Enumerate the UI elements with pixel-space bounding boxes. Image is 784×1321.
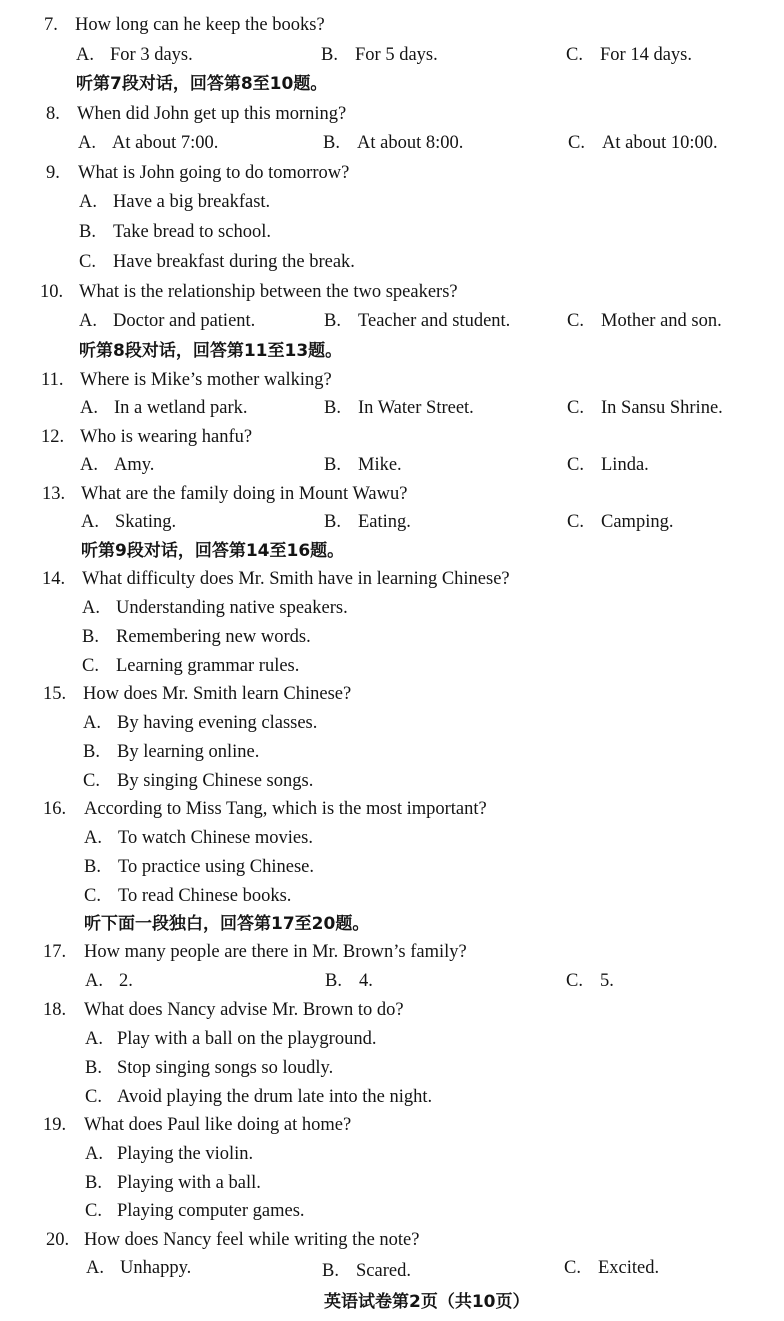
option-a: A. Playing the violin. — [85, 1144, 254, 1164]
option-a: A. Doctor and patient. — [79, 311, 256, 331]
question-number: 11. — [41, 370, 64, 390]
option-b: B. Mike. — [324, 455, 402, 475]
option-c: C. Mother and son. — [567, 311, 722, 331]
option-a: A. Skating. — [81, 512, 177, 532]
question-number: 12. — [41, 427, 65, 447]
question-text: What is John going to do tomorrow? — [78, 163, 350, 183]
option-b: B. Stop singing songs so loudly. — [85, 1058, 334, 1078]
question-text: What difficulty does Mr. Smith have in learning Chinese? — [82, 569, 510, 589]
options-13 — [81, 510, 781, 536]
option-c: C. 5. — [566, 971, 614, 991]
question-text: Who is wearing hanfu? — [80, 427, 253, 447]
option-b: B. At about 8:00. — [323, 133, 464, 153]
question-text: What are the family doing in Mount Wawu? — [81, 484, 408, 504]
option-b: B. Playing with a ball. — [85, 1173, 261, 1193]
option-c: C. By singing Chinese songs. — [83, 771, 314, 791]
option-c: C. At about 10:00. — [568, 133, 718, 153]
question-number: 13. — [42, 484, 66, 504]
question-number: 16. — [43, 799, 67, 819]
question-text: How does Mr. Smith learn Chinese? — [83, 684, 352, 704]
options-7 — [76, 43, 776, 69]
option-c: C. Camping. — [567, 512, 674, 532]
options-20 — [86, 1256, 776, 1282]
section-heading: 听下面一段独白，回答第17至20题。 — [84, 914, 370, 934]
option-b: B. Take bread to school. — [79, 222, 271, 242]
option-c: C. Excited. — [564, 1258, 660, 1278]
option-c: C. Linda. — [567, 455, 649, 475]
question-number: 8. — [46, 104, 60, 124]
option-b: B. Scared. — [322, 1261, 411, 1281]
section-heading: 听第7段对话，回答第8至10题。 — [76, 74, 328, 94]
option-a: A. Have a big breakfast. — [79, 192, 271, 212]
options-12 — [80, 453, 780, 479]
option-b: B. By learning online. — [83, 742, 260, 762]
option-c: C. Playing computer games. — [85, 1201, 305, 1221]
question-text: How many people are there in Mr. Brown’s family? — [84, 942, 467, 962]
option-a: A. Amy. — [80, 455, 155, 475]
page-footer: 英语试卷第2页（共10页） — [324, 1292, 530, 1312]
question-number: 18. — [43, 1000, 67, 1020]
question-text: Where is Mike’s mother walking? — [80, 370, 332, 390]
option-a: A. Understanding native speakers. — [82, 598, 348, 618]
question-text: What is the relationship between the two speakers? — [79, 282, 458, 302]
section-heading: 听第8段对话，回答第11至13题。 — [79, 341, 343, 361]
option-c: C. Avoid playing the drum late into the night. — [85, 1087, 433, 1107]
option-b: B. To practice using Chinese. — [84, 857, 314, 877]
options-10 — [79, 309, 779, 335]
option-b: B. Remembering new words. — [82, 627, 311, 647]
option-b: B. In Water Street. — [324, 398, 474, 418]
option-a: A. By having evening classes. — [83, 713, 318, 733]
section-heading: 听第9段对话，回答第14至16题。 — [81, 541, 345, 561]
question-text: What does Nancy advise Mr. Brown to do? — [84, 1000, 404, 1020]
option-a: A. Unhappy. — [86, 1258, 192, 1278]
options-17 — [85, 969, 775, 995]
option-a: A. At about 7:00. — [78, 133, 219, 153]
option-b: B. For 5 days. — [321, 45, 438, 65]
option-c: C. For 14 days. — [566, 45, 692, 65]
question-text: How long can he keep the books? — [75, 15, 325, 35]
option-a: A. For 3 days. — [76, 45, 193, 65]
question-number: 20. — [46, 1230, 70, 1250]
question-number: 19. — [43, 1115, 67, 1135]
question-text: What does Paul like doing at home? — [84, 1115, 352, 1135]
option-c: C. Have breakfast during the break. — [79, 252, 355, 272]
option-a: A. In a wetland park. — [80, 398, 248, 418]
option-c: C. Learning grammar rules. — [82, 656, 300, 676]
options-8 — [78, 131, 778, 157]
question-number: 15. — [43, 684, 67, 704]
question-number: 9. — [46, 163, 60, 183]
options-11 — [80, 396, 780, 422]
question-number: 14. — [42, 569, 66, 589]
option-b: B. Eating. — [324, 512, 411, 532]
question-text: According to Miss Tang, which is the most important? — [84, 799, 487, 819]
option-b: B. 4. — [325, 971, 373, 991]
question-number: 10. — [40, 282, 64, 302]
question-number: 17. — [43, 942, 67, 962]
option-a: A. To watch Chinese movies. — [84, 828, 313, 848]
option-a: A. Play with a ball on the playground. — [85, 1029, 377, 1049]
question-text: When did John get up this morning? — [77, 104, 347, 124]
option-a: A. 2. — [85, 971, 133, 991]
question-number: 7. — [44, 15, 58, 35]
option-b: B. Teacher and student. — [324, 311, 511, 331]
option-c: C. In Sansu Shrine. — [567, 398, 723, 418]
question-text: How does Nancy feel while writing the note? — [84, 1230, 420, 1250]
option-c: C. To read Chinese books. — [84, 886, 292, 906]
